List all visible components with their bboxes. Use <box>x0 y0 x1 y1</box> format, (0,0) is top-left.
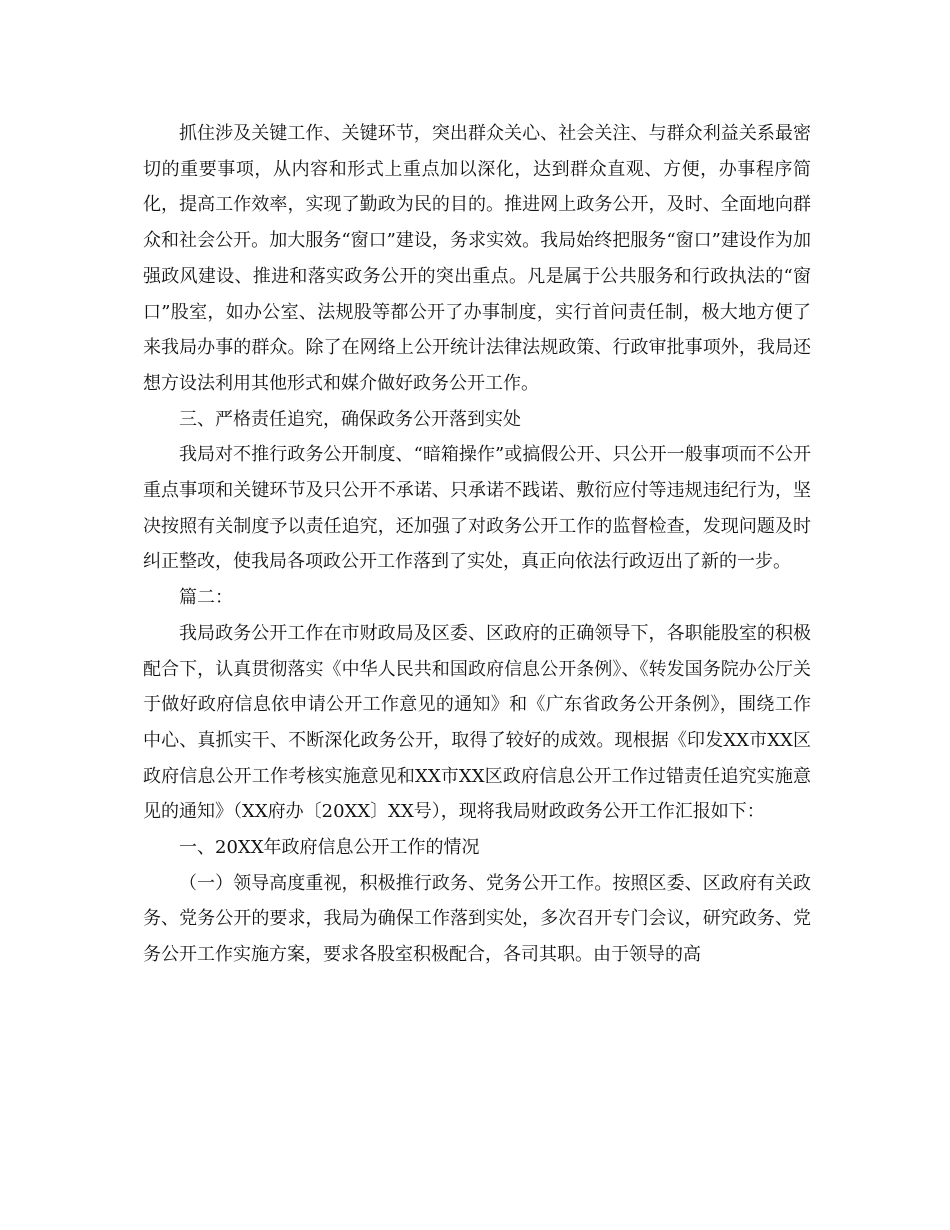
body-paragraph: 我局对不推行政务公开制度、“暗箱操作”或搞假公开、只公开一般事项而不公开重点事项和关键环节及只公开不承诺、只承诺不践诺、敷衍应付等违规违纪行为，坚决按照有关制度予以责任追究，还加强了对政务公开工作的监督检查，发现问题及时纠正整改，使我局各项政公开工作落到了实处，真正向依法行政迈出了新的一步。 <box>143 444 811 573</box>
section-heading: 一、20XX年政府信息公开工作的情况 <box>179 837 480 859</box>
part-heading: 篇二： <box>179 587 233 609</box>
section-heading: 三、严格责任追究，确保政务公开落到实处 <box>179 408 521 430</box>
body-paragraph: 抓住涉及关键工作、关键环节，突出群众关心、社会关注、与群众利益关系最密切的重要事项，从内容和形式上重点加以深化，达到群众直观、方便，办事程序简化，提高工作效率，实现了勤政为民的目的。推进网上政务公开，及时、全面地向群众和社会公开。加大服务“窗口”建设，务求实效。我局始终把服务“窗口”建设作为加强政风建设、推进和落实政务公开的突出重点。凡是属于公共服务和行政执法的“窗口”股室，如办公室、法规股等都公开了办事制度，实行首问责任制，极大地方便了来我局办事的群众。除了在网络上公开统计法律法规政策、行政审批事项外，我局还想方设法利用其他形式和媒介做好政务公开工作。 <box>143 123 811 394</box>
body-paragraph: 我局政务公开工作在市财政局及区委、区政府的正确领导下，各职能股室的积极配合下，认真贯彻落实《中华人民共和国政府信息公开条例》、《转发国务院办公厅关于做好政府信息依申请公开工作意见的通知》和《广东省政务公开条例》，围绕工作中心、真抓实干、不断深化政务公开，取得了较好的成效。现根据《印发XX市XX区政府信息公开工作考核实施意见和XX市XX区政府信息公开工作过错责任追究实施意见的通知》（XX府办〔20XX〕XX号），现将我局财政政务公开工作汇报如下： <box>143 622 811 823</box>
document-body <box>143 116 811 973</box>
body-paragraph: （一）领导高度重视，积极推行政务、党务公开工作。按照区委、区政府有关政务、党务公开的要求，我局为确保工作落到实处，多次召开专门会议，研究政务、党务公开工作实施方案，要求各股室积极配合，各司其职。由于领导的高 <box>143 872 811 966</box>
